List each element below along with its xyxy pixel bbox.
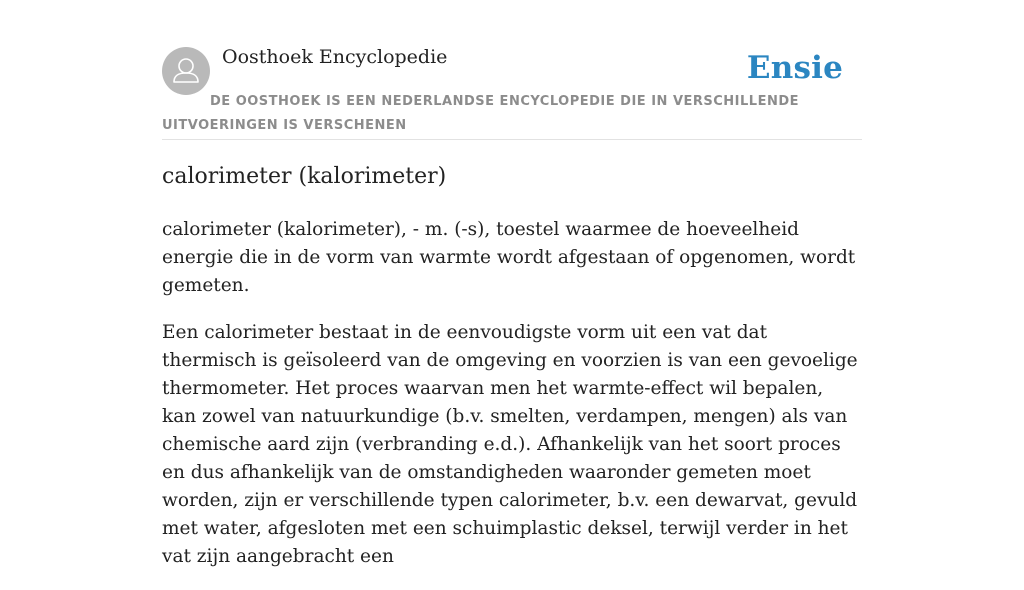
ensie-logo-link[interactable]: Ensie bbox=[746, 50, 843, 86]
article-title: calorimeter (kalorimeter) bbox=[162, 164, 447, 189]
user-silhouette-icon[interactable] bbox=[162, 47, 210, 95]
article-paragraph: Een calorimeter bestaat in de eenvoudigste vorm uit een vat dat thermisch is geïsoleerd van de omgeving en voorzien is van een gevoelige thermometer. Het proces waarvan men het warmte-effect wil bepalen, kan zowel van natuurkundige (b.v. smelten, verdampen, mengen) als van chemische aard zijn (verbranding e.d.). Afhankelijk van het soort proces en dus afhankelijk van de omstandigheden waaronder gemeten moet worden, zijn er verschillende typen calorimeter, b.v. een dewarvat, gevuld met water, afgesloten met een schuimplastic deksel, terwijl verder in het vat zijn aangebracht een bbox=[162, 322, 858, 567]
article-body bbox=[162, 216, 862, 590]
article-paragraph: calorimeter (kalorimeter), - m. (-s), toestel waarmee de hoeveelheid energie die in de vorm van warmte wordt afgestaan of opgenomen, wordt gemeten. bbox=[162, 219, 856, 296]
site-tagline: DE OOSTHOEK IS EEN NEDERLANDSE ENCYCLOPEDIE DIE IN VERSCHILLENDE UITVOERINGEN IS VERSCHENEN bbox=[162, 94, 800, 133]
site-header bbox=[162, 0, 862, 140]
site-name-link[interactable]: Oosthoek Encyclopedie bbox=[222, 46, 448, 68]
